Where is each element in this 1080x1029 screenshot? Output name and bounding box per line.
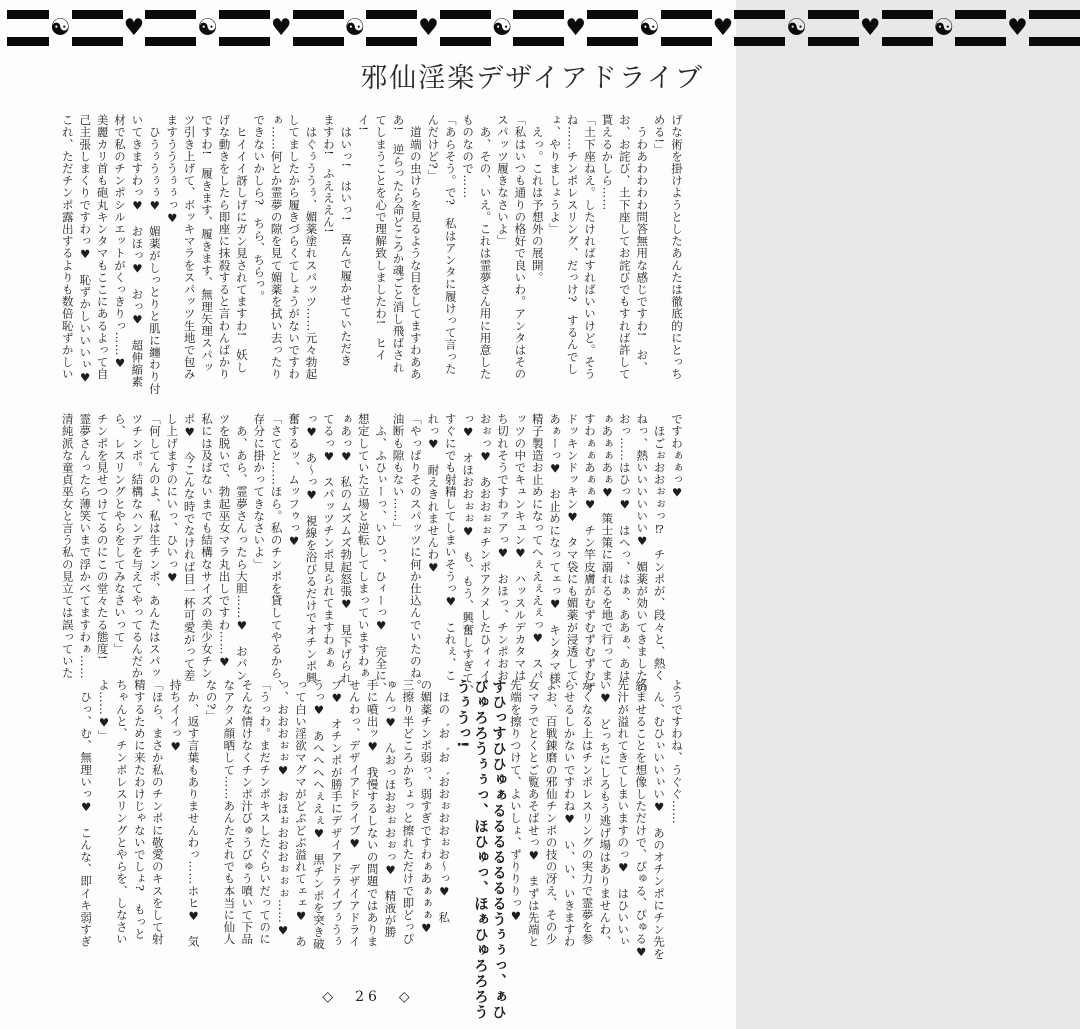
text-column: ツチンポ。結構なハンデを与えてやってるんだか [130, 413, 145, 680]
text-column: 材で私のチンポシルエットがくっきりっ……♥ [113, 114, 127, 371]
border-dots [366, 10, 375, 46]
border-dots [1029, 10, 1038, 46]
border-dots [440, 10, 449, 46]
text-column: イ! [356, 114, 371, 132]
text-column: ね……チンポレスリング、だっけ? するんでし [565, 114, 580, 375]
text-column: これ、ただチンポ露出するよりも数倍恥ずかしい [60, 114, 75, 381]
border-dots [955, 10, 964, 46]
text-column: ら、レスリングとやらをしてみなさいって」 [113, 413, 127, 655]
border-bars [375, 10, 417, 46]
border-dots [293, 10, 302, 46]
border-bars [81, 10, 123, 46]
text-column: すぐにでも射精してしまいそうっ♥ これぇ、こ [443, 413, 458, 682]
text-column: 油断も隙もない……」 [391, 413, 406, 534]
text-column: 奮するッ、ムッフゥっ♥ [287, 413, 302, 549]
text-column: ふ、ふひぃーっ、いひっ、ひィーっ♥ 完全に、 [374, 413, 389, 694]
text-column: 想定していた立場と逆転してしまっていますわぁ [356, 413, 371, 680]
text-column: ょ、やりましょうよ」 [548, 114, 563, 235]
text-column: うっ♥ あへへへへぇえぇ♥ 黒チンポを突き破 [311, 679, 326, 951]
text-column: 絡ませることを想像しただけで、ぴゅる、ぴゅる♥ [634, 679, 649, 960]
page-title: 邪仙淫楽デザイアドライブ [360, 63, 704, 94]
text-column: てるっ♥ スパッツチンポ見られてますわぁぁ [321, 413, 336, 670]
border-dots [661, 10, 670, 46]
text-column: 「何してんのよ、私は生チンポ、あんたはスパッ [147, 413, 162, 680]
border-bars [228, 10, 270, 46]
text-column: 先端を擦りつけて、よいしょ、ずりりりっ♥ [508, 679, 523, 924]
text-column: びゅろろうぅぅっ、ほひゅっ、ほぁひゅろろろう [472, 679, 489, 1020]
text-column: の媚薬チンポ弱っ、弱すぎですわぁあぁぁぁ♥ [419, 679, 434, 936]
text-column: れっ♥ 耐えきれませんわ♥ [426, 413, 441, 576]
text-column: できないかしら? ちら、ちらっ。 [252, 114, 267, 303]
text-column: 「やっぱりそのスパッツに何か仕込んでいたのね。 [408, 413, 423, 692]
text-column: 「さてと……ほら。私のチンポを貸してやるから、 [269, 413, 284, 692]
text-column: お、お詫び、土下座してお詫びでもすれば許して [617, 114, 632, 381]
text-column: 手に噴出ッ♥ 我慢するしないの問題ではありま [365, 679, 380, 948]
text-column: ヒイイイ訝しげにガン見されてますわ! 妖し [234, 114, 249, 374]
yin-yang-icon: ☯ [933, 15, 955, 41]
border-bars [302, 10, 344, 46]
text-column: 私には及ばないまでも結構なサイズの美少女チン [200, 413, 215, 680]
text-column: って白い淫欲マグマがどぶどぶ溢れてェェ♥ あ [293, 679, 308, 948]
text-column: はぐぅううぅ、媚薬塗れスパッツ……元々勃起 [304, 114, 319, 381]
text-column: い♥ どっちにしろもう逃げ場はありませんわ、 [598, 679, 613, 948]
text-column: 存分に掛かってきなさいよ」 [252, 413, 267, 571]
text-column: おぉっ♥ あおおぉぉチンポアクメしたひィィイ [478, 413, 493, 682]
text-column: 美麗カリ首も砲丸キンタマもここにあるよって自 [95, 114, 110, 381]
text-column: っ♥ オほおおぉぉ♥ も、もう、興奮しすぎて、 [461, 413, 476, 697]
heart-icon: ♥ [859, 15, 881, 41]
text-column: 道端の虫けらを見るような目をしてますわああ [408, 114, 423, 381]
text-column: 己主張しまくりですわっ♥ 恥ずかしいいいぃ♥ [78, 114, 93, 386]
text-column: してましたから履きづらくてしょうがないですわ [287, 114, 302, 381]
text-column: っ♥ あ～っ♥ 視線を浴びるだけでオチンポ興 [304, 413, 319, 685]
border-bars [817, 10, 859, 46]
text-column: ひっ、む、無理いっ♥ こんな、即イキ弱すぎ [79, 679, 94, 948]
text-column: そんな情けなくチンポ汁びゅうびゅう噴いて下品 [240, 679, 255, 946]
text-column: ですわぁぁっ♥ [670, 413, 684, 501]
border-dots [808, 10, 817, 46]
border-dots [145, 10, 154, 46]
border-dots [513, 10, 522, 46]
text-column: あ! 逆らったら命どころか魂ごと消し飛ばされ [391, 114, 406, 374]
text-column: ぁあっ♥ 私のムズムズ勃起怒張♥ 見下げられ [339, 413, 354, 685]
text-column: 「うっわ。まだチンポキスしたぐらいだってのに [258, 679, 273, 946]
top-border [7, 9, 1028, 47]
text-column: ほごぉおおぉぉっ⁉ チンポが、段々と、熱く [652, 413, 667, 682]
text-column: スパッツ履きなさいよ」 [495, 114, 510, 248]
text-column: はいっ! はいっ! 喜んで履かせていただき [339, 114, 354, 367]
text-column: えっ。これは予想外の展開。 [530, 114, 545, 284]
heart-icon: ♥ [418, 15, 439, 41]
text-column: ようですわね、うぐぐ…… [670, 679, 684, 825]
text-column: げな動きをしたら即座に抹殺すると言わんばかり [217, 114, 232, 381]
text-column: んだけど?」 [426, 114, 441, 182]
text-column: ツを脱いで、勃起巫女マラ丸出しですわ……♥ [217, 413, 232, 670]
text-column: よお、百戦錬磨の邪仙チンポの技の冴え、その少 [544, 679, 559, 946]
text-column: ひうぅうぅぅ♥ 媚薬がしっとりと肌に纏わり付 [147, 114, 162, 395]
text-column: らせるしかないですわね♥ い、い、いきますわ [562, 679, 577, 948]
border-bars [522, 10, 564, 46]
text-column: なの?」 [204, 679, 219, 723]
text-column: ポ♥ 今こんな時でなければ目一杯可愛がって差 [182, 413, 197, 682]
text-column: てしまうことを心で理解致しましたわ! ヒイ [374, 114, 389, 362]
text-column: ほの゛お゛お゛おおぉおおぉお～っ♥ 私 [437, 679, 452, 924]
yin-yang-icon: ☯ [344, 15, 366, 41]
text-column: 女マラでとくとご覧あそばせっ♥ まずは先端と [526, 679, 541, 948]
yin-yang-icon: ☯ [50, 15, 71, 41]
text-column: める!」 [652, 114, 667, 156]
text-column: 持ちイイっ♥ [168, 679, 183, 755]
yin-yang-icon: ☯ [639, 15, 660, 41]
yin-yang-icon: ☯ [786, 15, 807, 41]
text-column: ぁあぁぁあぁ♥ 策士策に溺れるを地で行ってま [600, 413, 615, 682]
text-column: ち切れそうですわァアっ♥ おほっ、チンポおお [495, 413, 510, 682]
text-column: っ、おおおぉぉ♥ おほぉおおおぉぉぉ……♥ [276, 679, 291, 939]
text-column: ねっ、熱いいいいいい♥ 媚薬が効いてきましたの [635, 413, 650, 694]
border-bars [596, 10, 638, 46]
border-bars [1038, 10, 1080, 46]
text-column: 精するために来たわけじゃないでしょ? もっと [132, 679, 147, 940]
text-column: ちゃんと、チンポレスリングとやらを、しなさい [114, 679, 129, 946]
text-column: ぁ……何とか霊夢の隙を見て媚薬を拭い去ったり [269, 114, 284, 381]
border-dots [587, 10, 596, 46]
text-column: ッツの中でキュンキュン♥ ハッスルデカタマは [513, 413, 528, 682]
text-row-top [49, 114, 685, 395]
text-column: 精子製造お止めになってへぇえぇえぇっ♥ スパ [530, 413, 545, 682]
text-column: ものなので…… [461, 114, 476, 199]
border-dots [734, 10, 743, 46]
text-column: 先汁が溢れてきてしまいますのっ♥ はひいいぃ [616, 679, 631, 948]
text-column: あぁーっ♥ お止めになってェっ♥ キンタマ様、 [548, 413, 563, 697]
text-column: 三擦り半どころかちょっと擦れただけで即どっぴ [401, 679, 416, 946]
text-column: ますうううぅぅっ♥ [165, 114, 180, 226]
text-column: あ、その、いえ。これは霊夢さん用に用意した [478, 114, 493, 381]
text-column: 「ほら、まさか私のチンポに敬愛のキスをして射 [150, 679, 165, 946]
text-column: ブ♥ オチンポが勝手にデザイアドライブぅうぅ [329, 679, 344, 948]
text-column: おっ……はひっ♥ はへっ、はぁ、ああぁ、あは [617, 413, 632, 682]
border-dots [219, 10, 228, 46]
text-row-middle [49, 413, 685, 697]
yin-yang-icon: ☯ [197, 15, 218, 41]
page-number: ◇ 26 ◇ [322, 989, 414, 1005]
text-column: 清純派な童貞巫女と言う私の見立ては誤っていた [60, 413, 75, 680]
text-column: うわあわわわわ問答無用な感じですわ! お、 [635, 114, 650, 374]
heart-icon: ♥ [712, 15, 734, 41]
heart-icon: ♥ [1007, 15, 1028, 41]
text-column: 貰えるかしら…… [600, 114, 615, 211]
text-column: いてきますわっ♥ おほっ♥ おっ♥ 超伸縮素 [130, 114, 145, 388]
text-column: ですわ! 履きます、履きます、無理矢理スパッ [200, 114, 215, 374]
border-bars [964, 10, 1006, 46]
border-bars [7, 10, 49, 46]
border-bars [891, 10, 933, 46]
text-column: 霊夢さんったら薄笑いまで浮かべてますわぁ…… [78, 413, 93, 680]
text-column: せんわっ、デザイアドライブ♥ デザイアドライ [347, 679, 362, 948]
border-dots [72, 10, 81, 46]
heart-icon: ♥ [270, 15, 292, 41]
text-column: あ、あら、霊夢さんったら大胆……♥ おパン [234, 413, 249, 682]
text-column: ゅんっ♥ んおっほおおぉおぉっ♥ 精液が勝 [383, 679, 398, 939]
yin-yang-icon: ☯ [491, 15, 513, 41]
border-dots [882, 10, 891, 46]
text-column: ん、むひぃいいぃい♥ あのオチンポにチン先を [652, 679, 667, 960]
text-column: チンポを見せつけてるのにこの堂々たる態度! [95, 413, 110, 661]
text-column: し上げますのにいっ、ひいっ♥ [165, 413, 180, 585]
text-column: か、返す言葉もありませんわっ……ホヒ♥ 気 [186, 679, 201, 948]
border-bars [449, 10, 491, 46]
border-bars [670, 10, 712, 46]
text-column: なアクメ顔晒して……あんたそれでも本当に仙人 [222, 679, 237, 946]
heart-icon: ♥ [565, 15, 586, 41]
text-column: すわぁぁあぁぁ♥ チン竿皮膚がむずむずむずむず [582, 413, 597, 694]
text-column: 「私はいつも通りの格好で良いわ。アンタはその [513, 114, 528, 381]
text-column: ドッキンドッキン♥ タマ袋にも媚薬が浸透して、 [565, 413, 580, 694]
heart-icon: ♥ [123, 15, 145, 41]
text-column: すひっすひひゅぁるるるるるるるうぅぅっ、ぁひ [489, 679, 506, 1020]
border-bars [743, 10, 785, 46]
border-bars [154, 10, 196, 46]
text-column: ツ引き上げて、ボッキマラをスパッツ生地で包み [182, 114, 197, 381]
text-column: 「土下座ねえ。したければすればいいけど。そう [582, 114, 597, 381]
text-column: 「あらそう。で? 私はアンタに履けって言った [443, 114, 458, 375]
text-column: かくなる上はチンポレスリングの実力で霊夢を参 [580, 679, 595, 946]
text-column: うぅうっ! [454, 679, 471, 749]
text-column: げな術を掛けようとしたあんたは徹底的にとっち [670, 114, 684, 381]
text-column: よ……♥」 [97, 679, 111, 742]
text-column: ますわ! ふえええん! [321, 114, 336, 234]
